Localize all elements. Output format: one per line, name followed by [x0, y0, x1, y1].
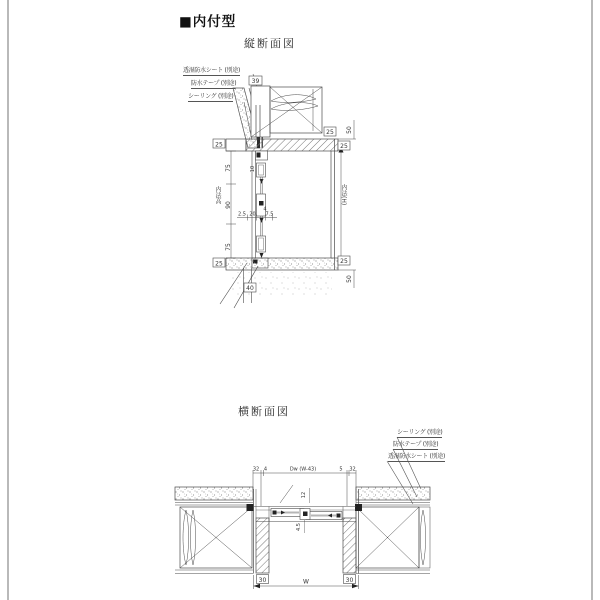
dim-25-right-top: 25 — [340, 143, 348, 150]
callout-moisture-sheet: 透湿防水シート (別途) — [183, 67, 240, 74]
callout-waterproof-tape-h: 防水テープ (別途) — [393, 441, 439, 448]
horizontal-section-title: 横断面図 — [238, 405, 290, 418]
dim-10: 10 — [250, 165, 256, 173]
dim-30-right: 30 — [345, 577, 354, 584]
v-head-box-label — [249, 76, 262, 85]
dim-25-right-bottom: 25 — [340, 258, 348, 265]
inner-height-label-left: 内法高 — [214, 186, 221, 204]
page-title: ■内付型 — [179, 14, 237, 30]
dim-7-5: 7.5 — [265, 211, 274, 218]
dim-4-5: 4.5 — [296, 523, 302, 531]
vertical-section-title: 縦断面図 — [244, 37, 296, 50]
dim-40: 40 — [246, 285, 254, 292]
dim-75-bottom: 75 — [225, 243, 232, 251]
dim-25-left-bottom: 25 — [215, 260, 223, 268]
dim-5: 5 — [339, 466, 343, 473]
dim-4: 4 — [263, 206, 267, 213]
v-lintel-band — [226, 139, 338, 151]
dim-39: 39 — [251, 78, 260, 85]
v-left-dims — [213, 139, 236, 268]
dim-20: 20 — [249, 211, 256, 218]
dim-50-bottom: 50 — [346, 275, 353, 283]
h-frame-sashes — [253, 485, 356, 522]
dim-30-left: 30 — [258, 577, 267, 584]
vertical-section-drawing — [213, 74, 356, 308]
h-bottom-dims — [254, 575, 359, 590]
dim-90: 90 — [225, 201, 232, 209]
dim-75-top: 75 — [225, 164, 232, 172]
callout-sealing-h: シーリング (別途) — [397, 429, 443, 436]
dim-dw: Dw (W-43) — [289, 466, 317, 473]
horizontal-section-drawing — [175, 437, 430, 589]
callout-sealing: シーリング (別途) — [188, 93, 234, 100]
dim-2-5: 2.5 — [238, 211, 246, 218]
v-head-framing — [251, 86, 322, 137]
dim-4-h: 4 — [263, 466, 268, 473]
dim-32-right: 32 — [349, 466, 356, 473]
dim-32-left: 32 — [252, 466, 260, 473]
dim-w: W — [303, 578, 309, 586]
dim-25-head: 25 — [326, 129, 334, 136]
h-jambs — [247, 489, 363, 574]
dim-12: 12 — [301, 491, 307, 499]
callout-moisture-sheet-h: 透湿防水シート (別途) — [388, 453, 445, 460]
dim-25-left-top: 25 — [215, 141, 223, 149]
dim-50-top: 50 — [346, 126, 353, 134]
v-interior-wall — [331, 139, 335, 270]
h-top-dims — [253, 467, 356, 507]
v-sill-box-label — [244, 283, 256, 292]
v-sill-band — [220, 258, 338, 308]
callout-waterproof-tape: 防水テープ (別途) — [191, 80, 237, 87]
inner-height-label-right: 内法(H) — [340, 184, 347, 206]
